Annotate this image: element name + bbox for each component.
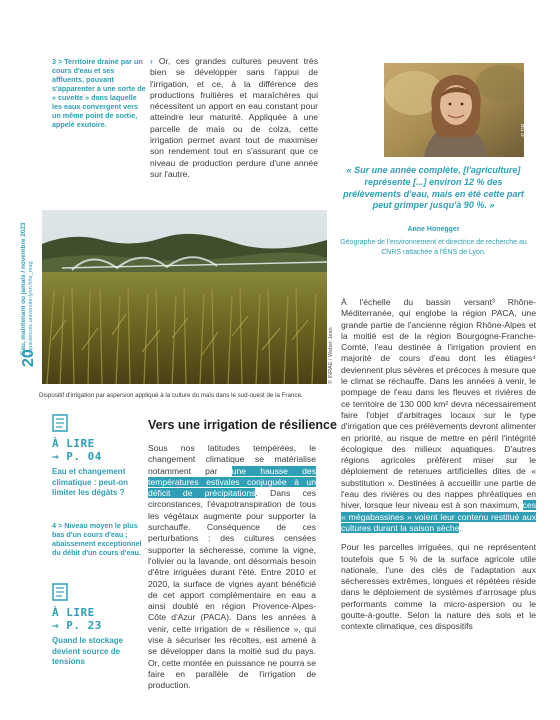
portrait-image: [384, 63, 524, 157]
paragraph-text: À l'échelle du bassin versant³ Rhône-Méditerranée, qui englobe la région PACA, une grande partie de l'ancienne région Rhône-Alpes et la moitié est de la région Bourgogne-Franche-Comté, l'eau destinée à l'irrigation provient en majorité de cours d'eau dont les étiages⁴ deviennent plus sévères et précoces à mesure que le climat se réchauffe. Dans les années à venir, le pompage de l'eau dans les fleuves et rivières de ce territoire de 130 000 km² devra nécessairement faire l'objet d'arbitrages locaux sur le type d'irrigation que ces prélèvements devront alimenter en priorité, au risque de mettre en péril l'intégrité écologique des milieux aquatiques. D'autres régions agricoles préfèrent miser sur le déploiement de retenues artificielles dites de « substitution ». Destinées à accueillir une partie de l'eau des rivières ou des nappes phréatiques en hiver, lorsque leur niveau est à son maximum,: [341, 297, 536, 511]
footnote-4: 4 > Niveau moyen le plus bas d'un cours d'eau ; abaissement exceptionnel du débit d'un cours d'eau.: [52, 521, 142, 557]
pull-quote: « Sur une année complète, [l'agriculture] représente [...] environ 12 % des prélèvements d'eau, mais en été cette part peut grimper jusqu'à 90 %. »: [343, 165, 524, 211]
read-more-title: Eau et changement climatique : peut-on limiter les dégâts ?: [52, 467, 128, 497]
photo-credit: © INRAE / Weber Jean: [328, 327, 334, 384]
read-more-box-2[interactable]: [52, 583, 142, 668]
portrait-credit: © DR: [521, 123, 527, 137]
photo-caption: Dispositif d'irrigation par aspersion appliqué à la culture du maïs dans le sud-ouest de la France.: [39, 392, 303, 399]
section-text-end: . Dans ces circonstances, l'évapotranspiration de tous les végétaux augmente pour supporter la surchauffe. Conséquence de ces perturbations : des cultures censées supporter la sécheresse, comme la vigne, l'olivier ou la lavande, ont désormais besoin d'être irriguées durant l'été. Entre 2010 et 2020, la surface de vignes ayant bénéficié de cet apport complémentaire en eau a ainsi doublé en région Provence-Alpes-Côte d'Azur (PACA). Dans les années à venir, cette irrigation de « résilience », qui vise à sécuriser les récoltes, est amené à se développer dans la moitié sud du pays. Or, cette montée en puissance ne pourra se faire en parallèle de l'irrigation de production.: [148, 488, 316, 691]
arrow-icon: ›: [150, 56, 153, 66]
read-more-label: À LIRE: [52, 606, 95, 619]
quote-author-role: Géographe de l'environnement et directrice de recherche au CNRS rattachée à l'ÉNS de Lyon.: [340, 239, 527, 256]
read-more-page[interactable]: → P. 23: [52, 619, 102, 632]
document-icon: [52, 583, 68, 601]
paragraph-bassin: [341, 297, 536, 534]
read-more-title: Quand le stockage devient source de tensions: [52, 636, 124, 666]
footnote-3: 3 > Territoire drainé par un cours d'eau et ses affluents, pouvant s'apparenter à une sorte de « cuvette » dans laquelle les eaux convergent vers un même point de sortie, appelé exutoire.: [52, 57, 146, 129]
field-photo: [42, 210, 327, 384]
section-body: [148, 443, 316, 692]
highlighted-text: ces « mégabassines » voient leur contenu restitué aux cultures durant la saison sèche: [341, 500, 537, 533]
intro-paragraph: [150, 56, 318, 180]
section-title: Vers une irrigation de résilience: [148, 418, 337, 432]
read-more-label: À LIRE: [52, 437, 95, 450]
section-text: Sous nos latitudes tempérées, le changement climatique se matérialise notamment par: [148, 443, 316, 476]
read-more-page[interactable]: → P. 04: [52, 450, 102, 463]
highlighted-text: une hausse des températures estivales conjuguée à un déficit de précipitations: [148, 465, 316, 499]
read-more-box-1[interactable]: [52, 414, 142, 499]
cornfield-image: [42, 210, 327, 384]
page-number: 20: [20, 349, 37, 367]
paragraph-text-end: .: [459, 522, 462, 533]
magazine-url: popsciences.universite-lyon.fr/le_mag: [28, 261, 34, 355]
right-column-text: [341, 297, 536, 641]
document-icon: [52, 414, 68, 432]
magazine-title: Eau, maintenant ou jamais / novembre 2023: [20, 222, 27, 355]
paragraph-parcelles: Pour les parcelles irriguées, qui ne représentent toutefois que 5 % de la surface agricole utile nationale, l'une des clés de l'adaptation aux sécheresses extrêmes, longues et répétées réside dans le déploiement de systèmes d'arrosage plus performants comme la micro-aspersion ou le goutte-à-goutte. Selon la nature des sols et le contexte climatique, ces dispositifs: [341, 542, 536, 632]
quote-author: Anne Honegger: [407, 226, 460, 233]
portrait-photo: [384, 63, 524, 157]
intro-text: Or, ces grandes cultures peuvent très bien se développer sans l'appui de l'irrigation, et ce, à la différence des productions fruitières et maraîchères qui nécessitent un apport en eau constant pour atteindre leur maturité. Appliquée à une parcelle de maïs ou de colza, cette irrigation permet avant tout de maximiser son rendement tout en s'assurant que ce niveau de production perdure d'une année sur l'autre.: [150, 56, 318, 179]
